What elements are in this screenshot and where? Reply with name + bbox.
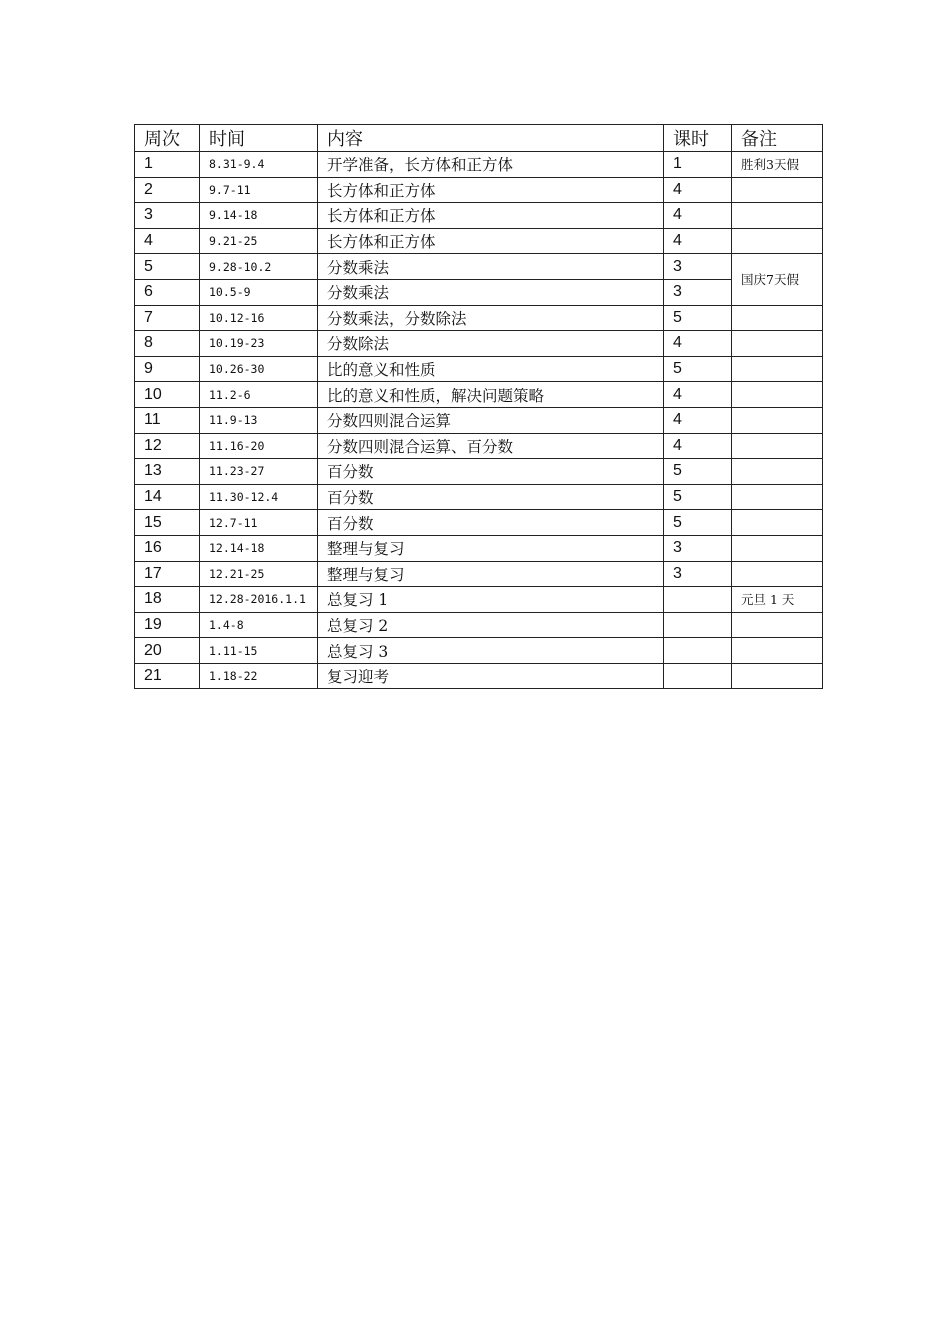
cell-week: 10 xyxy=(135,382,200,408)
cell-week: 3 xyxy=(135,203,200,229)
cell-note xyxy=(732,203,823,229)
cell-time: 1.11-15 xyxy=(200,638,318,664)
header-note: 备注 xyxy=(732,125,823,152)
cell-week: 21 xyxy=(135,663,200,689)
table-row xyxy=(135,356,823,382)
cell-note xyxy=(732,561,823,587)
table-row xyxy=(135,433,823,459)
table-row xyxy=(135,535,823,561)
cell-note xyxy=(732,612,823,638)
cell-week: 15 xyxy=(135,510,200,536)
cell-content: 分数四则混合运算、百分数 xyxy=(318,433,664,459)
cell-content: 长方体和正方体 xyxy=(318,203,664,229)
table-row xyxy=(135,305,823,331)
table-row xyxy=(135,228,823,254)
cell-week: 13 xyxy=(135,459,200,485)
cell-time: 9.28-10.2 xyxy=(200,254,318,280)
table-row xyxy=(135,663,823,689)
table-row xyxy=(135,254,823,280)
cell-week: 14 xyxy=(135,484,200,510)
cell-hours: 4 xyxy=(664,382,732,408)
cell-time: 1.18-22 xyxy=(200,663,318,689)
cell-time: 12.14-18 xyxy=(200,535,318,561)
cell-week: 8 xyxy=(135,331,200,357)
cell-note xyxy=(732,305,823,331)
cell-hours: 3 xyxy=(664,561,732,587)
cell-content: 分数除法 xyxy=(318,331,664,357)
cell-hours: 3 xyxy=(664,254,732,280)
cell-note xyxy=(732,331,823,357)
cell-time: 10.19-23 xyxy=(200,331,318,357)
table-row xyxy=(135,612,823,638)
cell-note: 国庆7天假 xyxy=(732,254,823,305)
header-time: 时间 xyxy=(200,125,318,152)
cell-note xyxy=(732,407,823,433)
cell-week: 11 xyxy=(135,407,200,433)
table-row xyxy=(135,152,823,178)
cell-hours xyxy=(664,587,732,613)
cell-hours: 4 xyxy=(664,433,732,459)
table-row xyxy=(135,407,823,433)
cell-week: 19 xyxy=(135,612,200,638)
cell-content: 分数四则混合运算 xyxy=(318,407,664,433)
cell-time: 10.12-16 xyxy=(200,305,318,331)
cell-hours: 4 xyxy=(664,331,732,357)
cell-note xyxy=(732,535,823,561)
cell-week: 5 xyxy=(135,254,200,280)
cell-content: 长方体和正方体 xyxy=(318,177,664,203)
cell-hours xyxy=(664,612,732,638)
cell-content: 开学准备，长方体和正方体 xyxy=(318,152,664,178)
table-row xyxy=(135,177,823,203)
cell-week: 17 xyxy=(135,561,200,587)
cell-week: 4 xyxy=(135,228,200,254)
cell-content: 总复习 3 xyxy=(318,638,664,664)
cell-hours: 1 xyxy=(664,152,732,178)
cell-hours: 3 xyxy=(664,535,732,561)
cell-time: 1.4-8 xyxy=(200,612,318,638)
cell-content: 总复习 2 xyxy=(318,612,664,638)
cell-note xyxy=(732,510,823,536)
cell-hours: 3 xyxy=(664,279,732,305)
cell-week: 20 xyxy=(135,638,200,664)
cell-content: 比的意义和性质，解决问题策略 xyxy=(318,382,664,408)
cell-time: 9.21-25 xyxy=(200,228,318,254)
table-row xyxy=(135,587,823,613)
cell-time: 11.16-20 xyxy=(200,433,318,459)
table-row xyxy=(135,382,823,408)
cell-note xyxy=(732,638,823,664)
cell-week: 12 xyxy=(135,433,200,459)
cell-content: 长方体和正方体 xyxy=(318,228,664,254)
cell-hours xyxy=(664,663,732,689)
cell-content: 百分数 xyxy=(318,484,664,510)
cell-content: 整理与复习 xyxy=(318,561,664,587)
cell-content: 百分数 xyxy=(318,459,664,485)
cell-week: 9 xyxy=(135,356,200,382)
cell-time: 11.9-13 xyxy=(200,407,318,433)
cell-content: 整理与复习 xyxy=(318,535,664,561)
cell-time: 11.2-6 xyxy=(200,382,318,408)
cell-time: 10.5-9 xyxy=(200,279,318,305)
cell-hours: 4 xyxy=(664,407,732,433)
cell-week: 6 xyxy=(135,279,200,305)
cell-time: 12.7-11 xyxy=(200,510,318,536)
header-week: 周次 xyxy=(135,125,200,152)
cell-note: 元旦 1 天 xyxy=(732,587,823,613)
cell-week: 2 xyxy=(135,177,200,203)
cell-time: 11.23-27 xyxy=(200,459,318,485)
cell-hours: 4 xyxy=(664,228,732,254)
cell-note xyxy=(732,663,823,689)
cell-hours: 5 xyxy=(664,510,732,536)
cell-content: 分数乘法，分数除法 xyxy=(318,305,664,331)
cell-hours xyxy=(664,638,732,664)
cell-time: 8.31-9.4 xyxy=(200,152,318,178)
cell-content: 分数乘法 xyxy=(318,254,664,280)
cell-content: 分数乘法 xyxy=(318,279,664,305)
cell-note xyxy=(732,356,823,382)
cell-hours: 5 xyxy=(664,484,732,510)
cell-note xyxy=(732,484,823,510)
cell-hours: 5 xyxy=(664,305,732,331)
cell-hours: 5 xyxy=(664,356,732,382)
table-row xyxy=(135,561,823,587)
table-row xyxy=(135,510,823,536)
cell-content: 比的意义和性质 xyxy=(318,356,664,382)
cell-week: 1 xyxy=(135,152,200,178)
header-content: 内容 xyxy=(318,125,664,152)
table-row xyxy=(135,279,823,305)
cell-note xyxy=(732,228,823,254)
cell-note: 胜利3天假 xyxy=(732,152,823,178)
cell-time: 11.30-12.4 xyxy=(200,484,318,510)
cell-note xyxy=(732,177,823,203)
cell-hours: 5 xyxy=(664,459,732,485)
cell-time: 9.14-18 xyxy=(200,203,318,229)
cell-week: 18 xyxy=(135,587,200,613)
cell-hours: 4 xyxy=(664,177,732,203)
cell-content: 复习迎考 xyxy=(318,663,664,689)
cell-hours: 4 xyxy=(664,203,732,229)
table-row xyxy=(135,331,823,357)
table-row xyxy=(135,459,823,485)
cell-week: 16 xyxy=(135,535,200,561)
header-hours: 课时 xyxy=(664,125,732,152)
cell-note xyxy=(732,459,823,485)
cell-content: 百分数 xyxy=(318,510,664,536)
table-row xyxy=(135,484,823,510)
cell-time: 12.28-2016.1.1 xyxy=(200,587,318,613)
cell-time: 12.21-25 xyxy=(200,561,318,587)
table-row xyxy=(135,203,823,229)
cell-time: 9.7-11 xyxy=(200,177,318,203)
table-body xyxy=(135,152,823,689)
cell-content: 总复习 1 xyxy=(318,587,664,613)
cell-note xyxy=(732,382,823,408)
table-row xyxy=(135,638,823,664)
cell-week: 7 xyxy=(135,305,200,331)
cell-note xyxy=(732,433,823,459)
schedule-table xyxy=(134,124,823,689)
cell-time: 10.26-30 xyxy=(200,356,318,382)
table-header-row xyxy=(135,125,823,152)
